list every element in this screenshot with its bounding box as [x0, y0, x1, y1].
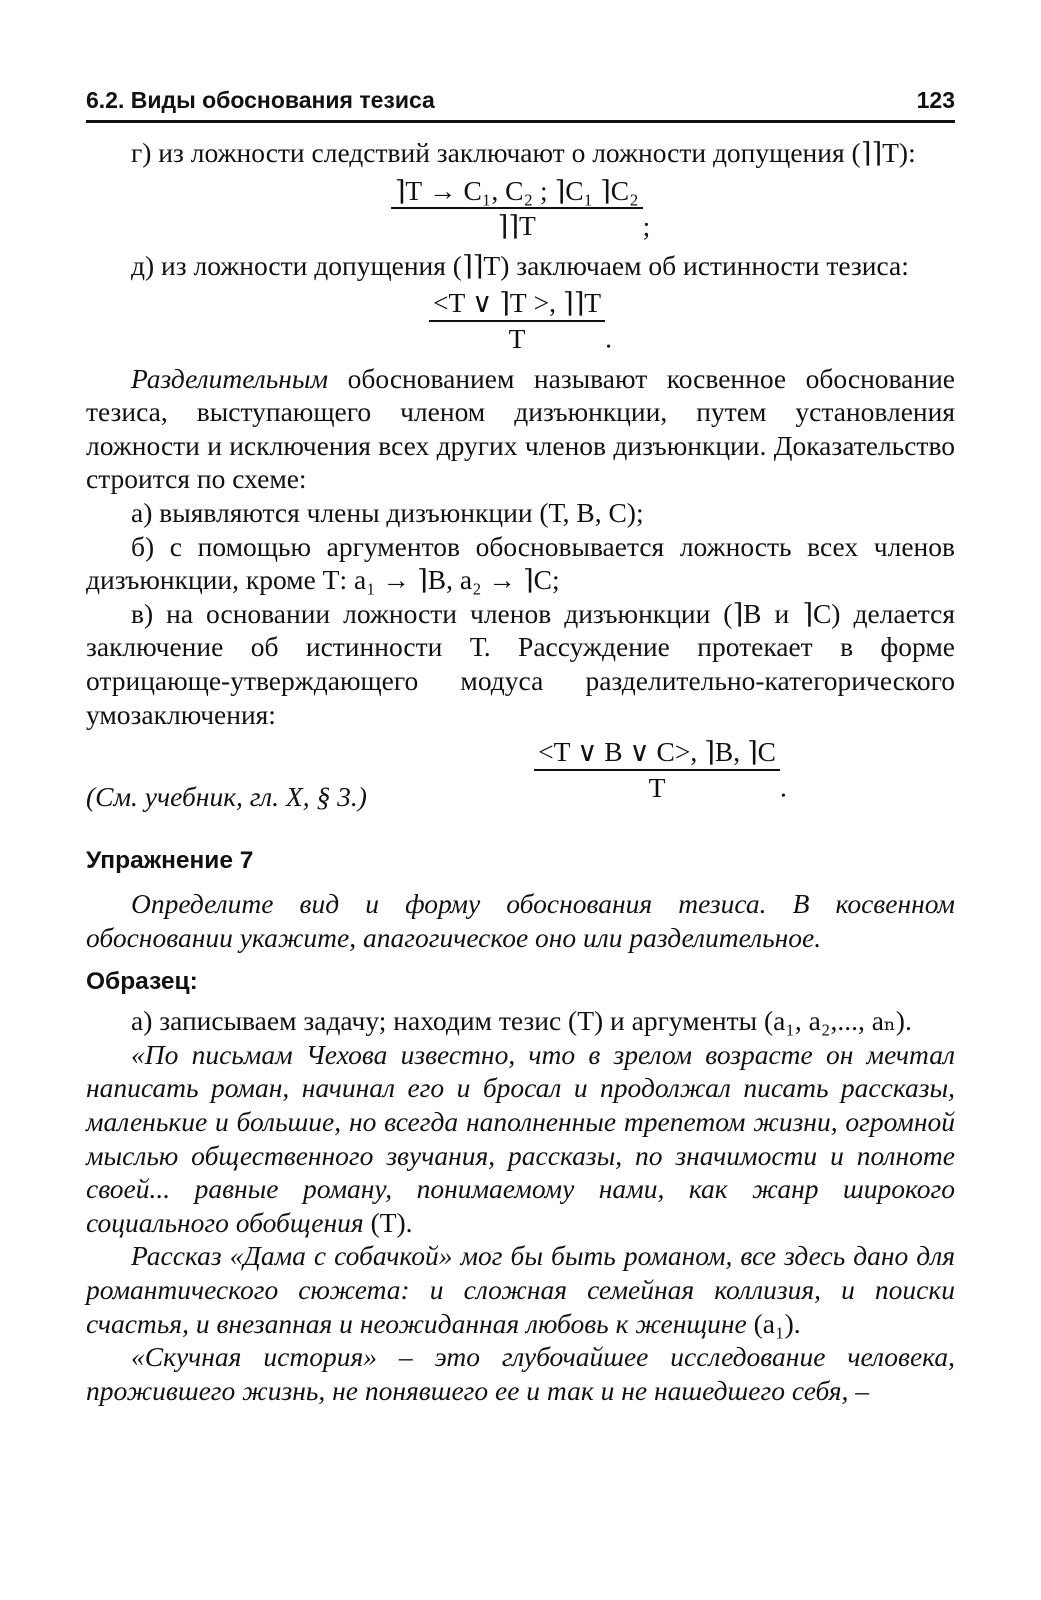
page-body	[86, 136, 955, 1407]
quote-1	[86, 1038, 955, 1240]
quote-1-tag: (Т).	[363, 1206, 413, 1238]
formula-g-tail: ;	[642, 210, 651, 242]
see-reference: (См. учебник, гл. X, § 3.)	[86, 781, 367, 813]
quote-2-tag: (a₁).	[746, 1307, 801, 1339]
formula-d-numerator: <Т ∨ ⌉Т >, ⌉⌉Т	[429, 286, 605, 322]
step-v: в) на основании ложности членов дизъюнкции (⌉В и ⌉С) делается заключение об истинности Т. Рассуждение протекает в форме отрицающе-утверждающего модуса разделительно-категорического умозаключения:	[86, 597, 955, 730]
formula-d-denominator: Т	[508, 322, 526, 354]
formula-v-tail: .	[780, 771, 787, 803]
quote-1-text: «По письмам Чехова известно, что в зрелом возрасте он мечтал написать роман, начинал его и бросал и продолжал писать рассказы, маленькие и большие, но всегда наполненные трепетом жизни, огромной мыслью общественного звучания, рассказы, по значимости и полноте своей... равные роману, понимаемому нами, как жанр широкого социального обобщения	[86, 1038, 955, 1238]
paragraph-disjunctive-text: обоснованием называют косвенное обоснование тезиса, выступающего членом дизъюнкции, путем установления ложности и исключения всех других членов дизъюнкции. Доказательство строится по схеме:	[86, 362, 955, 495]
formula-d	[86, 286, 955, 355]
quote-2	[86, 1239, 955, 1340]
section-title: 6.2. Виды обоснования тезиса	[86, 87, 435, 113]
quote-2-text: Рассказ «Дама с собачкой» мог бы быть романом, все здесь дано для романтического сюжета: и сложная семейная коллизия, и поиски счастья, и внезапная и неожиданная любовь к женщине	[86, 1240, 955, 1339]
formula-v-numerator: <Т ∨ B ∨ C>, ⌉B, ⌉C	[534, 735, 780, 771]
term-disjunctive: Разделительным	[131, 362, 329, 394]
step-b: б) с помощью аргументов обосновывается ложность всех членов дизъюнкции, кроме Т: a₁ → ⌉B, a₂ → ⌉C;	[86, 530, 955, 596]
page-number: 123	[916, 87, 955, 113]
running-header	[86, 70, 955, 123]
formula-v-denominator: Т	[648, 771, 666, 803]
exercise-title: Упражнение 7	[86, 846, 254, 874]
item-g: г) из ложности следствий заключают о ложности допущения (⌉⌉Т):	[131, 137, 916, 168]
quote-3: «Скучная история» – это глубочайшее исследование человека, прожившего жизнь, не понявшего ее и так и не нашедшего себя, –	[86, 1341, 955, 1406]
formula-g-numerator: ⌉Т → C₁, C₂ ; ⌉C₁ ⌉C₂	[391, 174, 643, 210]
item-d: д) из ложности допущения (⌉⌉Т) заключаем об истинности тезиса:	[131, 249, 909, 281]
paragraph-disjunctive	[86, 362, 955, 496]
formula-d-tail: .	[605, 322, 612, 354]
step-a: а) выявляются члены дизъюнкции (Т, В, С);	[131, 496, 644, 528]
formula-g-denominator: ⌉⌉Т	[497, 210, 536, 242]
sample-title: Образец:	[86, 967, 198, 995]
exercise-task: Определите вид и форму обоснования тезиса. В косвенном обосновании укажите, апагогическое оно или разделительное.	[86, 888, 955, 954]
sample-step-a: а) записываем задачу; находим тезис (Т) и аргументы (a₁, a₂,..., aₙ).	[131, 1005, 912, 1037]
formula-g	[86, 174, 955, 243]
